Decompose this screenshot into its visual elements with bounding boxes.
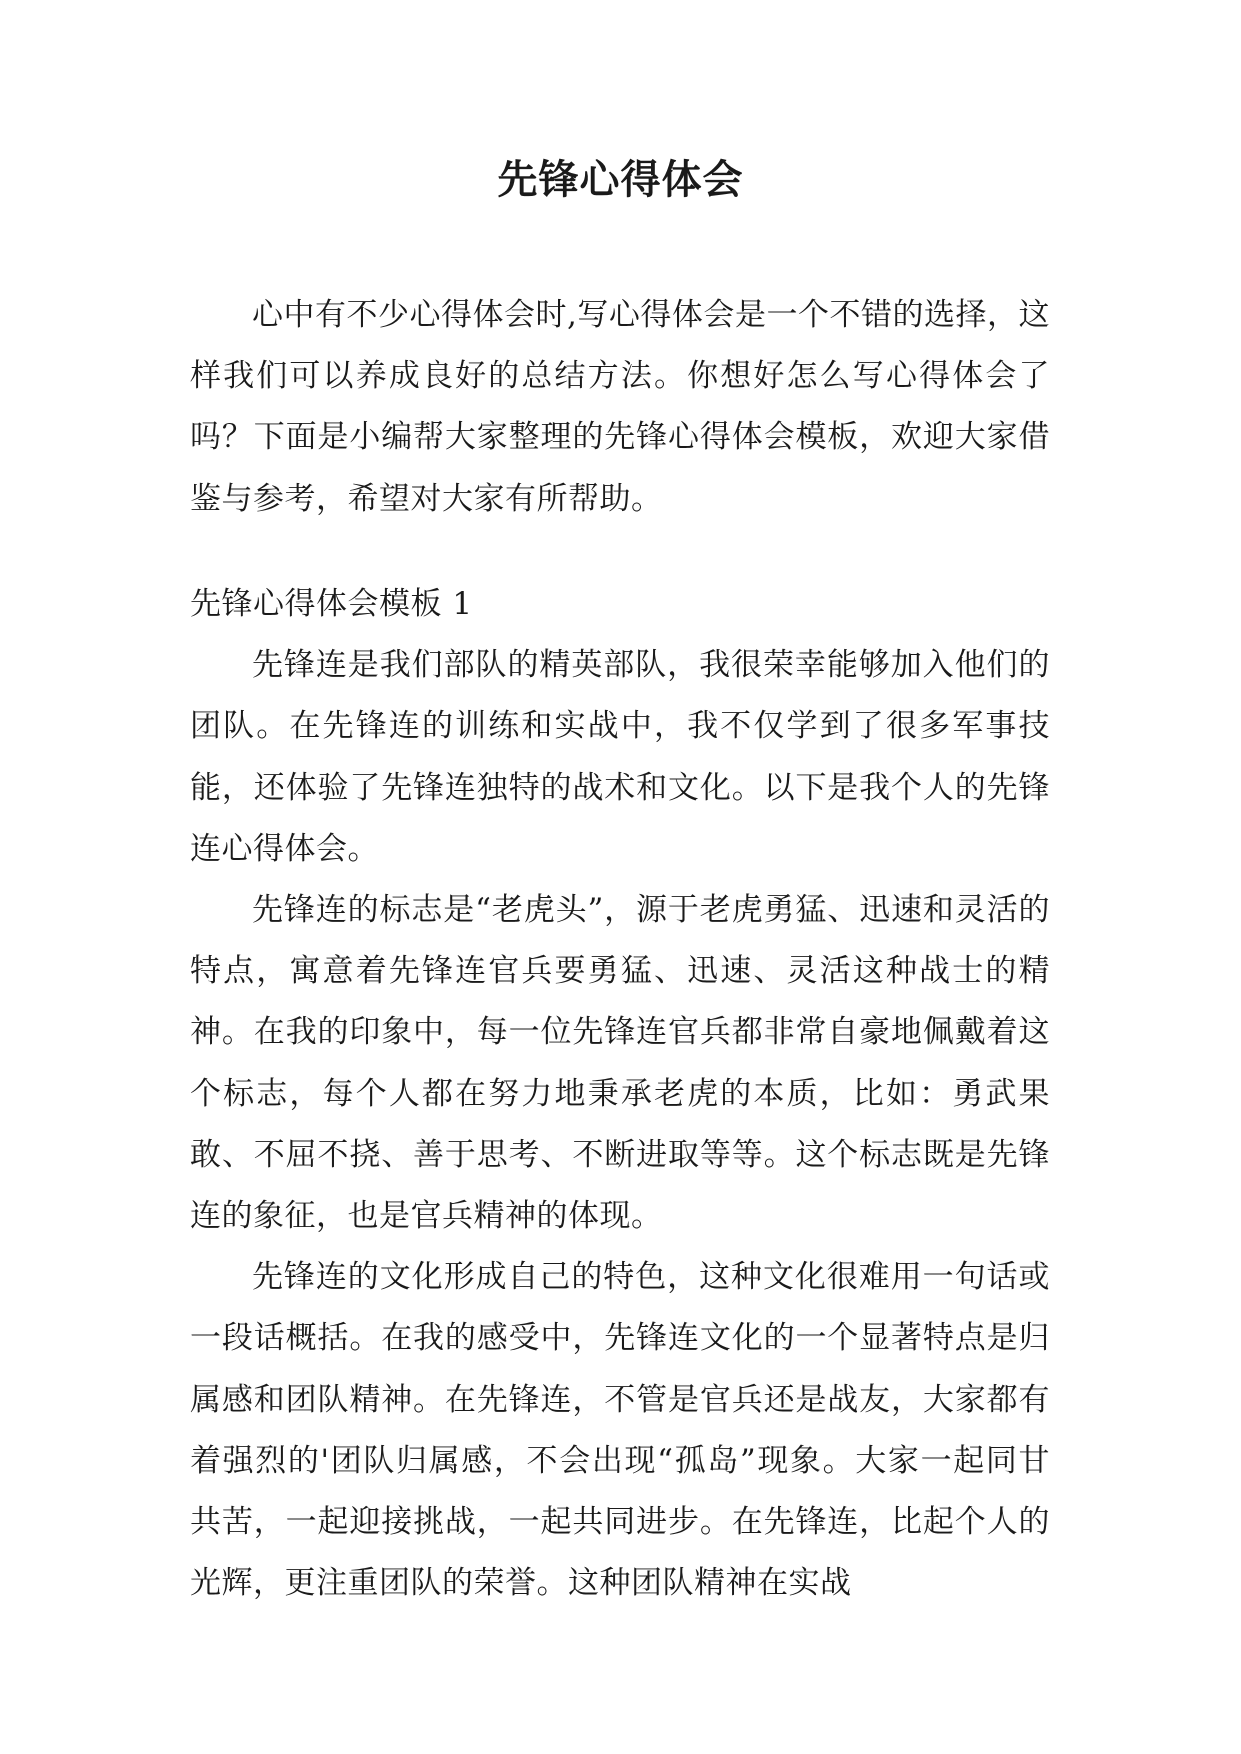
intro-paragraph: 心中有不少心得体会时,写心得体会是一个不错的选择，这样我们可以养成良好的总结方法。你想好怎么写心得体会了吗？下面是小编帮大家整理的先锋心得体会模板，欢迎大家借鉴与参考，希望对大家有所帮助。 — [190, 297, 1050, 517]
body-paragraph: 先锋连是我们部队的精英部队，我很荣幸能够加入他们的团队。在先锋连的训练和实战中，我不仅学到了很多军事技能，还体验了先锋连独特的战术和文化。以下是我个人的先锋连心得体会。 — [190, 647, 1050, 867]
page-title: 先锋心得体会 — [497, 157, 744, 203]
body-paragraph: 先锋连的文化形成自己的特色，这种文化很难用一句话或一段话概括。在我的感受中，先锋连文化的一个显著特点是归属感和团队精神。在先锋连，不管是官兵还是战友，大家都有着强烈的'团队归属感，不会出现“孤岛”现象。大家一起同甘共苦，一起迎接挑战，一起共同进步。在先锋连，比起个人的光辉，更注重团队的荣誉。这种团队精神在实战 — [190, 1259, 1050, 1602]
intro-block — [190, 285, 1050, 530]
section-template-1 — [190, 574, 1050, 1614]
body-paragraph: 先锋连的标志是“老虎头”，源于老虎勇猛、迅速和灵活的特点，寓意着先锋连官兵要勇猛、迅速、灵活这种战士的精神。在我的印象中，每一位先锋连官兵都非常自豪地佩戴着这个标志，每个人都在努力地秉承老虎的本质，比如：勇武果敢、不屈不挠、善于思考、不断进取等等。这个标志既是先锋连的象征，也是官兵精神的体现。 — [190, 892, 1050, 1235]
section-heading: 先锋心得体会模板 1 — [190, 586, 473, 622]
